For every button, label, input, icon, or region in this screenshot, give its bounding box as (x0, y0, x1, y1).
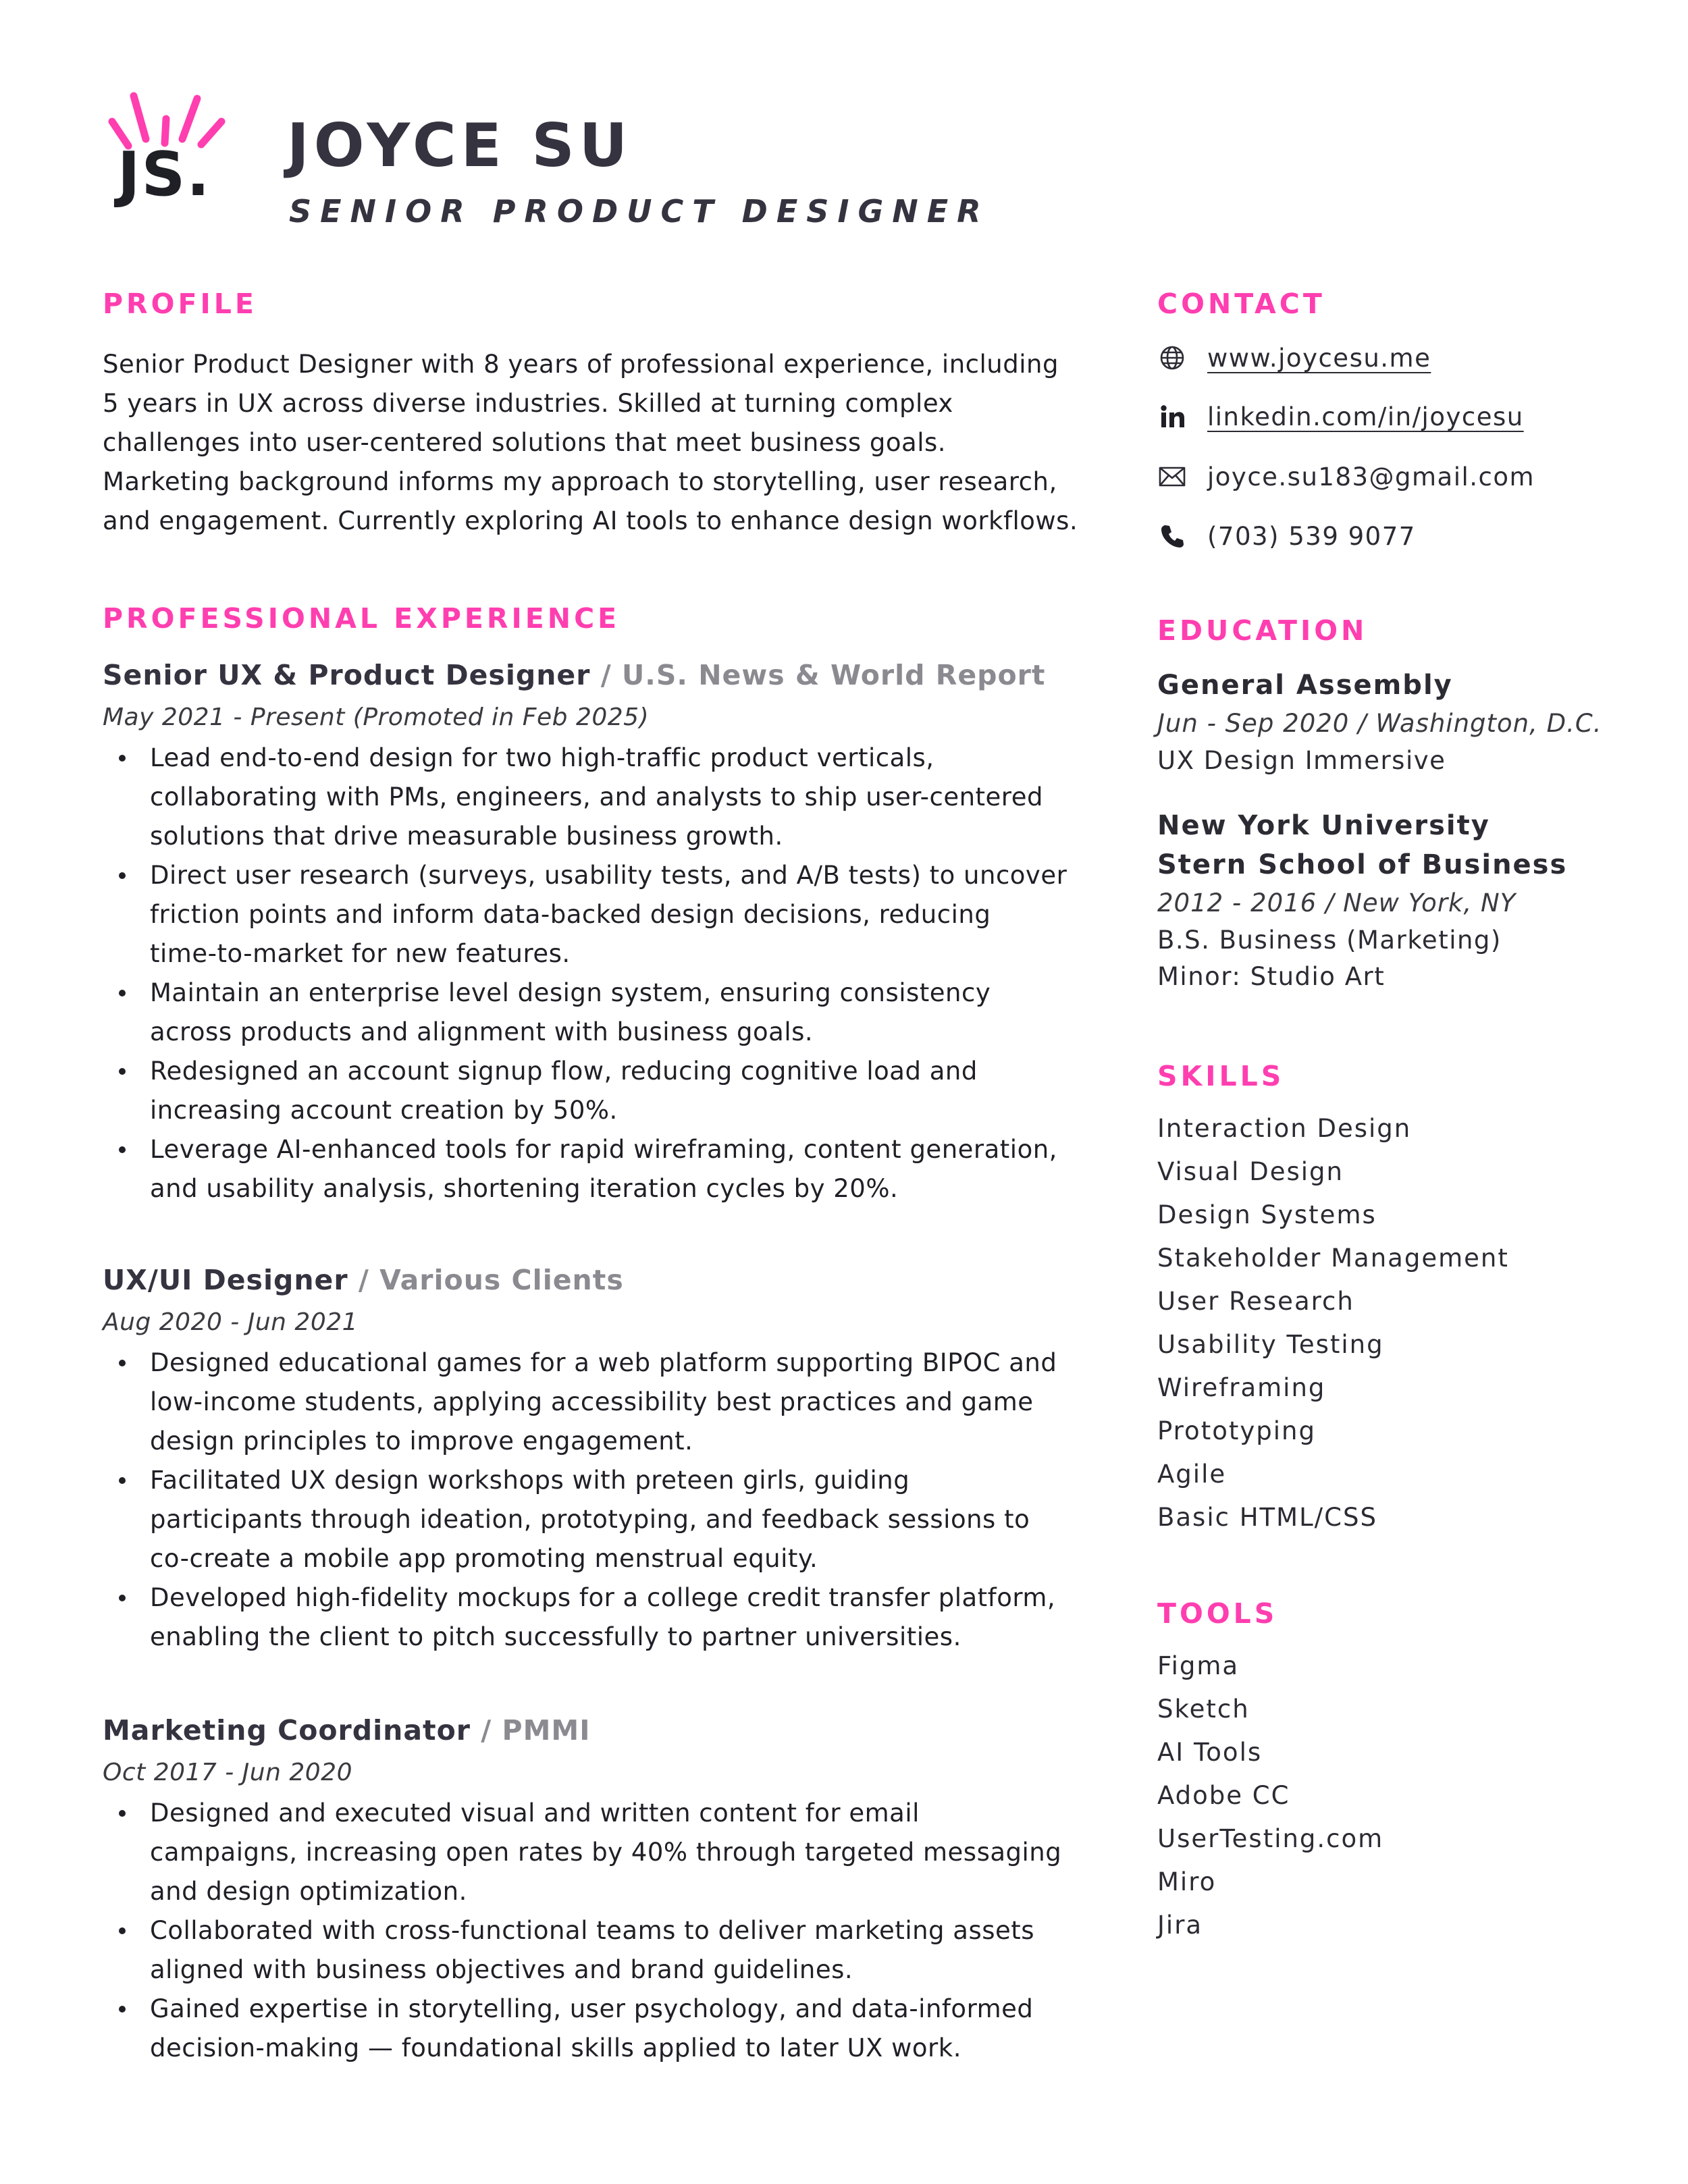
bullet-line: and usability analysis, shortening iteration cycles by 20%. (150, 1174, 899, 1203)
job-dates: Aug 2020 - Jun 2021 (103, 1308, 359, 1336)
job-bullets (103, 1343, 1082, 1657)
job-bullet (103, 739, 1082, 856)
skill-item: Agile (1157, 1460, 1227, 1489)
contact-phone[interactable] (1157, 516, 1416, 556)
bullet-line: Direct user research (surveys, usability tests, and A/B tests) to uncover (150, 861, 1067, 890)
globe-icon (1157, 343, 1187, 373)
profile-line: challenges into user-centered solutions that meet business goals. (103, 428, 947, 457)
bullet-line: decision-making — foundational skills applied to later UX work. (150, 2033, 961, 2062)
bullet-line: Maintain an enterprise level design system, ensuring consistency (150, 978, 991, 1007)
contact-linkedin[interactable] (1157, 396, 1524, 437)
bullet-line: Developed high-fidelity mockups for a college credit transfer platform, (150, 1583, 1056, 1612)
candidate-title: SENIOR PRODUCT DESIGNER (289, 193, 990, 230)
job-separator: / (590, 659, 622, 691)
skill-item: Stakeholder Management (1157, 1244, 1509, 1273)
bullet-line: design principles to improve engagement. (150, 1427, 693, 1456)
candidate-name: JOYCE SU (287, 111, 633, 180)
school-detail: UX Design Immersive (1157, 746, 1446, 775)
tools-heading: TOOLS (1157, 1597, 1278, 1630)
job-company: PMMI (502, 1714, 591, 1747)
bullet-line: across products and alignment with business goals. (150, 1017, 814, 1046)
contact-website[interactable] (1157, 338, 1431, 378)
bullet-line: Facilitated UX design workshops with preteen girls, guiding (150, 1466, 910, 1495)
school-detail: Minor: Studio Art (1157, 962, 1386, 991)
bullet-line: aligned with business objectives and brand guidelines. (150, 1955, 853, 1984)
job-separator: / (348, 1264, 380, 1296)
school-dates: 2012 - 2016 / New York, NY (1157, 888, 1516, 917)
tool-item: UserTesting.com (1157, 1824, 1384, 1853)
job-bullet (103, 1794, 1082, 1911)
tool-item: Figma (1157, 1651, 1240, 1680)
bullet-line: friction points and inform data-backed design decisions, reducing (150, 900, 991, 929)
skills-heading: SKILLS (1157, 1060, 1285, 1092)
job-bullet (103, 1990, 1082, 2068)
tool-item: Adobe CC (1157, 1781, 1290, 1810)
skill-item: Wireframing (1157, 1373, 1326, 1402)
tools-list (1157, 1645, 1670, 1947)
job-bullet (103, 1343, 1082, 1461)
bullet-line: participants through ideation, prototyping, and feedback sessions to (150, 1505, 1030, 1534)
skill-item: Prototyping (1157, 1416, 1316, 1445)
job-role: Marketing Coordinator (103, 1714, 471, 1747)
job-bullet (103, 1578, 1082, 1657)
bullet-line: increasing account creation by 50%. (150, 1096, 618, 1125)
phone-number[interactable]: (703) 539 9077 (1207, 521, 1416, 551)
logo-initials: JS. (117, 139, 211, 210)
linkedin-link[interactable]: linkedin.com/in/joycesu (1207, 402, 1524, 431)
job-dates: Oct 2017 - Jun 2020 (103, 1759, 352, 1786)
job-bullet (103, 1052, 1082, 1130)
job-dates: May 2021 - Present (Promoted in Feb 2025) (103, 703, 650, 731)
skills-list (1157, 1107, 1670, 1539)
bullet-line: Gained expertise in storytelling, user psychology, and data-informed (150, 1994, 1034, 2023)
school-name: General Assembly (1157, 670, 1453, 701)
job-bullet (103, 856, 1082, 974)
job-entry (103, 1711, 1082, 2068)
job-bullet (103, 974, 1082, 1052)
job-company: Various Clients (379, 1264, 624, 1296)
school-detail: B.S. Business (Marketing) (1157, 926, 1502, 955)
tool-item: AI Tools (1157, 1738, 1263, 1767)
bullet-line: Leverage AI-enhanced tools for rapid wireframing, content generation, (150, 1135, 1057, 1164)
job-bullet (103, 1911, 1082, 1990)
job-bullet (103, 1461, 1082, 1578)
bullet-line: and design optimization. (150, 1877, 467, 1906)
job-heading (103, 1261, 1082, 1299)
bullet-line: campaigns, increasing open rates by 40% through targeted messaging (150, 1838, 1062, 1867)
school-name: Stern School of Business (1157, 849, 1568, 880)
contact-email[interactable] (1157, 456, 1535, 497)
education-heading: EDUCATION (1157, 614, 1368, 647)
job-bullet (103, 1130, 1082, 1208)
bullet-line: low-income students, applying accessibility best practices and game (150, 1387, 1034, 1416)
bullet-line: Collaborated with cross-functional teams to deliver marketing assets (150, 1916, 1035, 1945)
education-entry (1157, 806, 1670, 995)
job-entry (103, 656, 1082, 1208)
profile-heading: PROFILE (103, 288, 257, 320)
tool-item: Miro (1157, 1867, 1217, 1896)
mail-icon (1157, 462, 1187, 491)
school-name: New York University (1157, 810, 1490, 841)
profile-line: Marketing background informs my approach to storytelling, user research, (103, 467, 1057, 496)
bullet-line: collaborating with PMs, engineers, and analysts to ship user-centered (150, 782, 1043, 811)
bullet-line: Designed educational games for a web platform supporting BIPOC and (150, 1348, 1057, 1377)
bullet-line: Lead end-to-end design for two high-traffic product verticals, (150, 743, 934, 772)
tool-item: Jira (1157, 1911, 1203, 1940)
bullet-line: Redesigned an account signup flow, reducing cognitive load and (150, 1057, 978, 1086)
bullet-line: time-to-market for new features. (150, 939, 571, 968)
job-heading (103, 656, 1082, 694)
job-role: UX/UI Designer (103, 1264, 348, 1296)
school-dates: Jun - Sep 2020 / Washington, D.C. (1157, 709, 1602, 738)
bullet-line: solutions that drive measurable business growth. (150, 822, 783, 851)
skill-item: Design Systems (1157, 1200, 1377, 1229)
profile-line: Senior Product Designer with 8 years of professional experience, including (103, 350, 1059, 379)
job-heading (103, 1711, 1082, 1749)
skill-item: Basic HTML/CSS (1157, 1503, 1377, 1532)
phone-icon (1157, 521, 1187, 551)
profile-summary (103, 345, 1102, 541)
job-separator: / (471, 1714, 502, 1747)
logo (108, 89, 230, 217)
profile-line: 5 years in UX across diverse industries. Skilled at turning complex (103, 389, 953, 418)
profile-line: and engagement. Currently exploring AI tools to enhance design workflows. (103, 506, 1078, 535)
tool-item: Sketch (1157, 1695, 1250, 1724)
bullet-line: Designed and executed visual and written content for email (150, 1799, 920, 1828)
bullet-line: enabling the client to pitch successfully to partner universities. (150, 1622, 961, 1651)
job-role: Senior UX & Product Designer (103, 659, 591, 691)
job-entry (103, 1261, 1082, 1657)
email-address[interactable]: joyce.su183@gmail.com (1207, 462, 1535, 491)
experience-heading: PROFESSIONAL EXPERIENCE (103, 602, 621, 635)
job-bullets (103, 1794, 1082, 2068)
skill-item: Visual Design (1157, 1157, 1344, 1186)
linkedin-icon (1157, 402, 1187, 431)
bullet-line: co-create a mobile app promoting menstrual equity. (150, 1544, 818, 1573)
skill-item: Usability Testing (1157, 1330, 1384, 1359)
skill-item: Interaction Design (1157, 1114, 1412, 1143)
skill-item: User Research (1157, 1287, 1354, 1316)
website-link[interactable]: www.joycesu.me (1207, 343, 1431, 373)
education-entry (1157, 666, 1670, 779)
job-company: U.S. News & World Report (622, 659, 1046, 691)
contact-heading: CONTACT (1157, 288, 1325, 320)
job-bullets (103, 739, 1082, 1208)
